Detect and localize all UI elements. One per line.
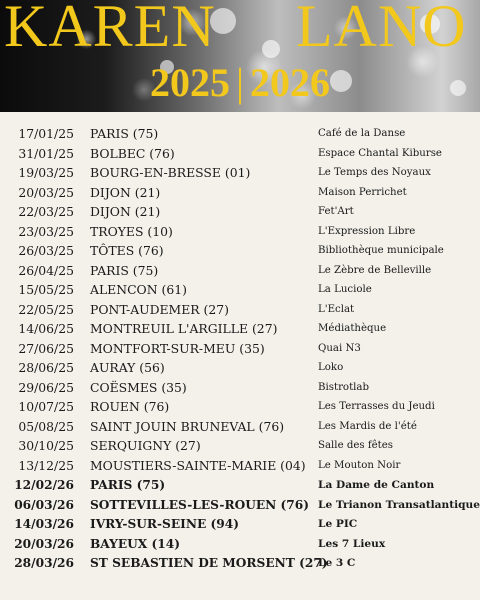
tour-city: BOURG-EN-BRESSE (01) bbox=[90, 165, 251, 180]
tour-date: 05/08/25 bbox=[18, 418, 74, 434]
tour-date-row bbox=[0, 378, 480, 398]
tour-date-row bbox=[0, 534, 480, 554]
tour-venue: Le PIC bbox=[318, 518, 358, 530]
tour-venue: Le Mouton Noir bbox=[318, 459, 401, 471]
tour-venue: Le 3 C bbox=[318, 557, 356, 569]
tour-date: 19/03/25 bbox=[18, 165, 74, 180]
tour-city: PARIS (75) bbox=[90, 262, 159, 278]
tour-date: 22/03/25 bbox=[18, 204, 74, 219]
tour-venue: Loko bbox=[318, 362, 344, 373]
tour-date: 28/03/26 bbox=[14, 556, 74, 570]
tour-date-row bbox=[0, 397, 480, 417]
tour-date: 12/02/26 bbox=[14, 478, 74, 492]
tour-city: PARIS (75) bbox=[90, 478, 166, 492]
tour-date: 13/12/25 bbox=[18, 457, 74, 473]
tour-date: 29/06/25 bbox=[18, 379, 74, 395]
tour-date-row bbox=[0, 553, 480, 573]
tour-date-row bbox=[0, 202, 480, 222]
tour-city: DIJON (21) bbox=[90, 184, 161, 200]
tour-city: MONTFORT-SUR-MEU (35) bbox=[90, 340, 265, 356]
tour-venue: Café de la Danse bbox=[318, 128, 406, 139]
tour-city: PONT-AUDEMER (27) bbox=[90, 301, 229, 317]
tour-date: 22/05/25 bbox=[18, 301, 74, 317]
tour-venue: L'Expression Libre bbox=[318, 225, 416, 237]
tour-date-row bbox=[0, 300, 480, 320]
tour-date-row bbox=[0, 495, 480, 515]
tour-city: BOLBEC (76) bbox=[90, 145, 175, 161]
tour-date-row bbox=[0, 475, 480, 495]
year-start: 2025 bbox=[149, 60, 230, 105]
tour-date-row bbox=[0, 339, 480, 359]
tour-venue: Bibliothèque municipale bbox=[318, 245, 444, 256]
tour-date-row bbox=[0, 456, 480, 476]
tour-date: 10/07/25 bbox=[18, 399, 74, 414]
tour-date: 20/03/26 bbox=[14, 536, 74, 551]
tour-venue: La Dame de Canton bbox=[318, 479, 435, 491]
tour-date-row bbox=[0, 222, 480, 242]
tour-date-row bbox=[0, 241, 480, 261]
tour-venue: Le Trianon Transatlantique bbox=[318, 498, 480, 511]
tour-date-row bbox=[0, 280, 480, 300]
header-banner bbox=[0, 0, 480, 112]
tour-venue: Le Temps des Noyaux bbox=[318, 167, 431, 178]
tour-date-row bbox=[0, 124, 480, 144]
tour-date-row bbox=[0, 514, 480, 534]
tour-date: 15/05/25 bbox=[18, 282, 74, 297]
tour-date-row bbox=[0, 163, 480, 183]
tour-city: TÔTES (76) bbox=[90, 243, 164, 258]
tour-city: TROYES (10) bbox=[90, 223, 173, 239]
tour-venue: Les Terrasses du Jeudi bbox=[318, 401, 435, 412]
tour-city: MOUSTIERS-SAINTE-MARIE (04) bbox=[90, 457, 306, 473]
bokeh-light bbox=[262, 40, 280, 58]
tour-venue: Médiathèque bbox=[318, 323, 387, 334]
tour-date: 26/04/25 bbox=[18, 262, 74, 278]
tour-city: IVRY-SUR-SEINE (94) bbox=[90, 517, 240, 531]
tour-date: 31/01/25 bbox=[18, 145, 74, 161]
tour-date: 23/03/25 bbox=[18, 223, 74, 239]
artist-first-name: KAREN bbox=[4, 0, 216, 59]
tour-city: ST SEBASTIEN DE MORSENT (27) bbox=[90, 556, 328, 570]
tour-date: 26/03/25 bbox=[18, 243, 74, 258]
tour-date-row bbox=[0, 436, 480, 456]
tour-venue: Bistrotlab bbox=[318, 381, 370, 393]
tour-city: COËSMES (35) bbox=[90, 379, 187, 395]
tour-date-row bbox=[0, 183, 480, 203]
tour-date: 06/03/26 bbox=[14, 497, 74, 512]
tour-date: 27/06/25 bbox=[18, 340, 74, 356]
tour-city: SERQUIGNY (27) bbox=[90, 438, 201, 453]
artist-last-name: LANO bbox=[296, 0, 467, 59]
tour-venue: Fet'Art bbox=[318, 206, 354, 217]
tour-date: 28/06/25 bbox=[18, 360, 74, 375]
tour-city: ALENCON (61) bbox=[90, 282, 187, 297]
tour-venue: L'Eclat bbox=[318, 303, 355, 315]
tour-city: PARIS (75) bbox=[90, 126, 159, 141]
tour-venue: La Luciole bbox=[318, 284, 372, 295]
tour-date-row bbox=[0, 261, 480, 281]
tour-city: MONTREUIL L'ARGILLE (27) bbox=[90, 321, 278, 336]
tour-date-row bbox=[0, 358, 480, 378]
tour-venue: Le Zèbre de Belleville bbox=[318, 264, 432, 276]
tour-venue: Les Mardis de l'été bbox=[318, 420, 417, 432]
tour-date: 14/06/25 bbox=[18, 321, 74, 336]
tour-venue: Les 7 Lieux bbox=[318, 537, 386, 550]
tour-date: 14/03/26 bbox=[14, 517, 74, 531]
tour-city: DIJON (21) bbox=[90, 204, 161, 219]
tour-date-row bbox=[0, 417, 480, 437]
tour-venue: Maison Perrichet bbox=[318, 186, 407, 198]
year-separator: | bbox=[235, 60, 244, 105]
tour-venue: Salle des fêtes bbox=[318, 440, 394, 451]
tour-date-row bbox=[0, 319, 480, 339]
tour-city: SAINT JOUIN BRUNEVAL (76) bbox=[90, 418, 285, 434]
tour-city: SOTTEVILLES-LES-ROUEN (76) bbox=[90, 497, 310, 512]
tour-date: 30/10/25 bbox=[18, 438, 74, 453]
tour-venue: Quai N3 bbox=[318, 342, 361, 354]
year-end: 2026 bbox=[250, 60, 330, 105]
tour-venue: Espace Chantal Kiburse bbox=[318, 147, 442, 159]
season-years bbox=[0, 60, 480, 106]
tour-date: 17/01/25 bbox=[18, 126, 74, 141]
tour-date-row bbox=[0, 144, 480, 164]
tour-city: AURAY (56) bbox=[90, 360, 165, 375]
tour-city: ROUEN (76) bbox=[90, 399, 170, 414]
tour-city: BAYEUX (14) bbox=[90, 536, 180, 551]
tour-date: 20/03/25 bbox=[18, 184, 74, 200]
